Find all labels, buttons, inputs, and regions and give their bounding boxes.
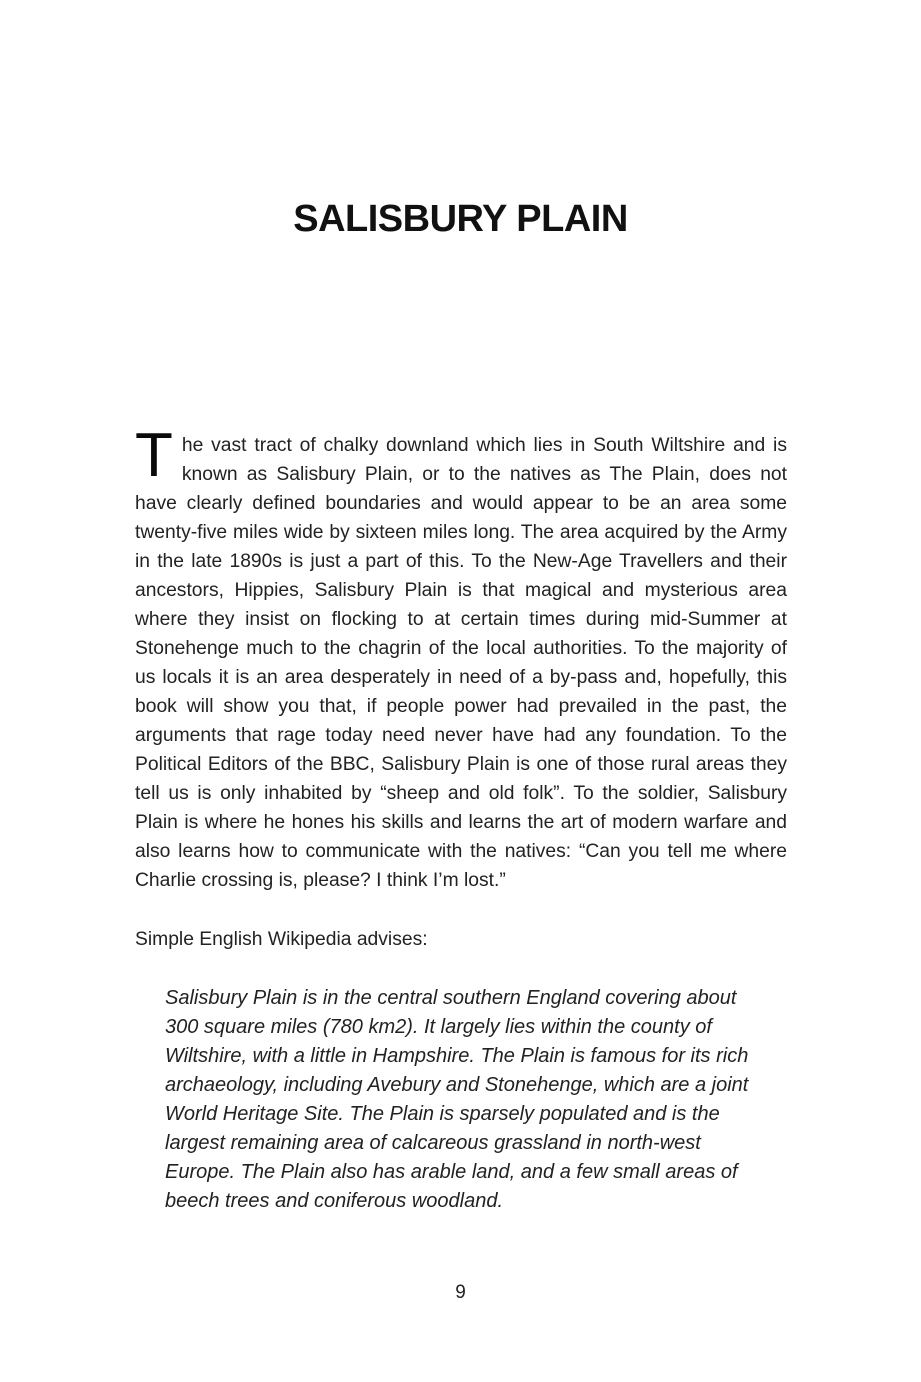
drop-cap: T xyxy=(135,421,173,490)
chapter-title: SALISBURY PLAIN xyxy=(293,198,628,240)
wikipedia-quote: Salisbury Plain is in the central southern England covering about 300 square miles (780 km2). It largely lies within the county of Wiltshire, with a little in Hampshire. The Plain is famous for its rich archaeology, including Avebury and Stonehenge, which are a joint World Heritage Site. The Plain is sparsely populated and is the largest remaining area of calcareous grassland in north-west Europe. The Plain also has arable land, and a few small areas of beech trees and coniferous woodland. xyxy=(165,987,749,1212)
paragraph-intro-text: he vast tract of chalky downland which lies in South Wiltshire and is known as Salisbury Plain, or to the natives as The Plain, does not have clearly defined boundaries and would appear to be an area some twenty-five miles wide by sixteen miles long. The area acquired by the Army in the late 1890s is just a part of this. To the New-Age Travellers and their ancestors, Hippies, Salisbury Plain is that magical and mysterious area where they insist on flocking to at certain times during mid-Summer at Stonehenge much to the chagrin of the local authorities. To the majority of us locals it is an area desperately in need of a by-pass and, hopefully, this book will show you that, if people power had prevailed in the past, the arguments that rage today need never have had any foundation. To the Political Editors of the BBC, Salisbury Plain is one of those rural areas they tell us is only inhabited by “sheep and old folk”. To the soldier, Salisbury Plain is where he hones his skills and learns the art of modern warfare and also learns how to communicate with the natives: “Can you tell me where Charlie crossing is, please? I think I’m lost.” xyxy=(135,435,787,891)
page-number: 9 xyxy=(455,1282,466,1303)
body-text-block xyxy=(135,421,787,1216)
paragraph-wikipedia-lead: Simple English Wikipedia advises: xyxy=(135,929,428,950)
paragraph-intro xyxy=(135,421,787,895)
